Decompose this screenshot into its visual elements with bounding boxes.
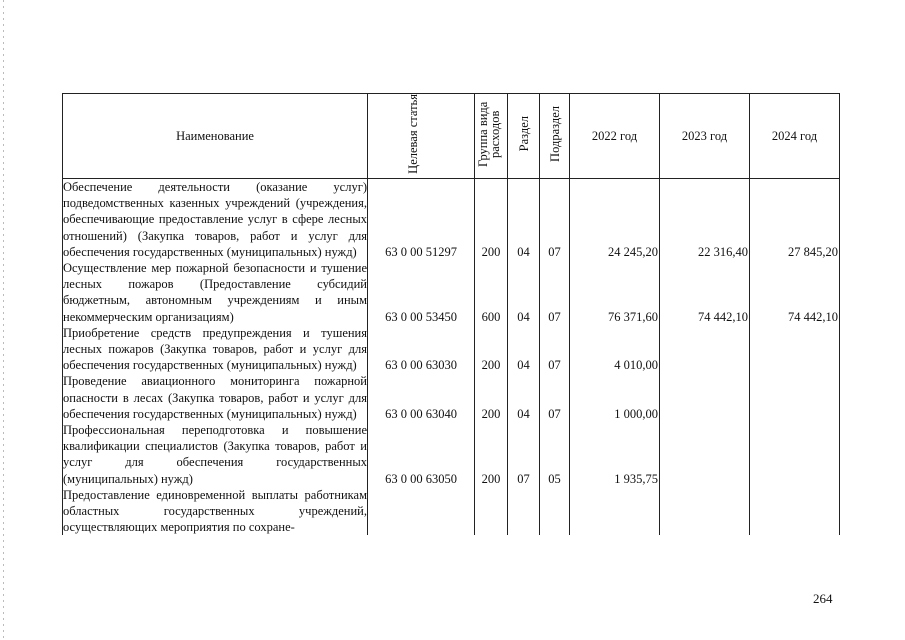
scan-edge-mark [3,0,4,640]
table-header-row [63,94,840,179]
row-target: 63 0 00 53450 [368,260,475,325]
header-target: Целевая статья [368,94,475,179]
row-2023 [660,325,750,374]
row-subsection: 07 [540,373,570,422]
row-2022: 24 245,20 [570,179,660,261]
row-target [368,487,475,536]
row-2024 [750,325,840,374]
row-target: 63 0 00 63030 [368,325,475,374]
row-subsection: 07 [540,179,570,261]
table-row [63,179,840,261]
row-2022: 1 000,00 [570,373,660,422]
row-subsection: 07 [540,325,570,374]
row-name: Предоставление единовременной выплаты работникам областных государственных учреждений, осуществляющих мероприятия по сохране- [63,487,367,535]
row-group: 200 [475,179,508,261]
row-target: 63 0 00 51297 [368,179,475,261]
row-section: 04 [508,373,540,422]
row-2024 [750,373,840,422]
row-subsection: 05 [540,422,570,487]
row-2022: 76 371,60 [570,260,660,325]
row-group: 200 [475,373,508,422]
table-row [63,487,840,536]
row-2022: 1 935,75 [570,422,660,487]
row-section: 07 [508,422,540,487]
row-2022: 4 010,00 [570,325,660,374]
header-subsection: Подраздел [540,94,570,179]
row-section: 04 [508,260,540,325]
row-name: Обеспечение деятельности (оказание услуг) подведомственных казенных учреждений (учреждения, обеспечивающие предоставление услуг в сфере лесных отношений) (Закупка товаров, работ и услуг для обеспечения государственных (муниципальных) нужд) [63,180,367,259]
row-name: Осуществление мер пожарной безопасности и тушение лесных пожаров (Предоставление субсидий бюджетным, автономным учреждениям и иным некоммерческим организациям) [63,261,367,324]
row-name: Проведение авиационного мониторинга пожарной опасности в лесах (Закупка товаров, работ и услуг для обеспечения государственных (муниципальных) нужд) [63,374,367,421]
row-2024 [750,487,840,536]
row-target: 63 0 00 63040 [368,373,475,422]
row-group [475,487,508,536]
row-section: 04 [508,179,540,261]
header-group: Группа вида расходов [475,94,508,179]
row-2022 [570,487,660,536]
table-row [63,422,840,487]
row-group: 200 [475,422,508,487]
row-2023 [660,487,750,536]
header-2022: 2022 год [570,94,660,179]
table-row [63,260,840,325]
row-subsection: 07 [540,260,570,325]
header-name: Наименование [63,94,368,179]
row-target: 63 0 00 63050 [368,422,475,487]
row-name: Приобретение средств предупреждения и тушения лесных пожаров (Закупка товаров, работ и услуг для обеспечения государственных (муниципальных) нужд) [63,325,367,373]
row-section [508,487,540,536]
header-2023: 2023 год [660,94,750,179]
row-2024: 74 442,10 [750,260,840,325]
row-2023: 74 442,10 [660,260,750,325]
row-2023 [660,422,750,487]
row-2024 [750,422,840,487]
row-name: Профессиональная переподготовка и повышение квалификации специалистов (Закупка товаров, работ и услуг для обеспечения государственных (муниципальных) нужд) [63,423,367,486]
row-group: 200 [475,325,508,374]
header-section: Раздел [508,94,540,179]
table-row [63,325,840,374]
table-row [63,373,840,422]
row-2024: 27 845,20 [750,179,840,261]
row-group: 600 [475,260,508,325]
header-2024: 2024 год [750,94,840,179]
row-2023 [660,373,750,422]
row-2023: 22 316,40 [660,179,750,261]
page-number: 264 [813,591,833,606]
budget-table [62,93,840,535]
row-subsection [540,487,570,536]
row-section: 04 [508,325,540,374]
